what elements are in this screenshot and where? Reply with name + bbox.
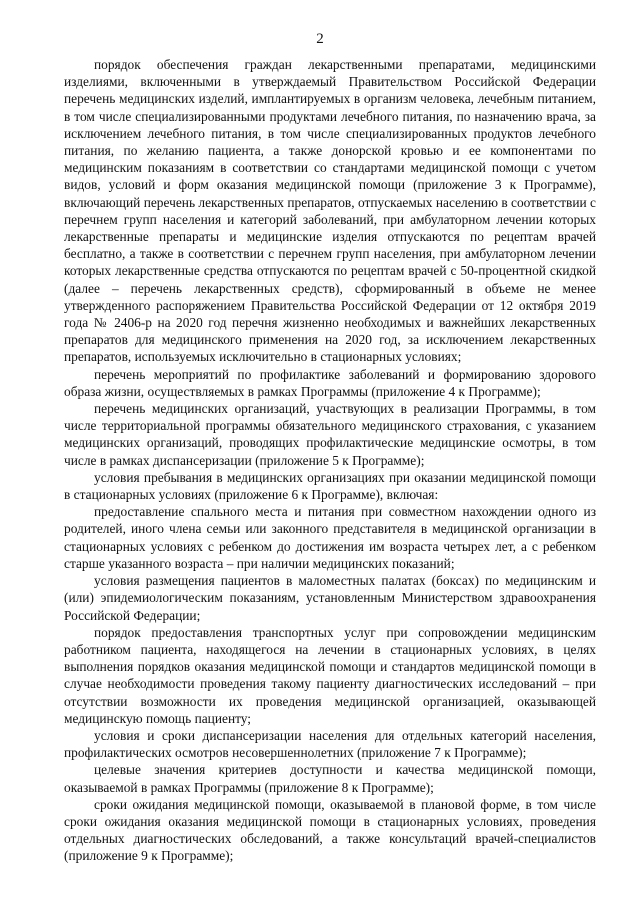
paragraph-parent-accommodation: предоставление спального места и питания при совместном нахождении одного из родителей, иного члена семьи или законного представителя в медицинской организации в стационарных условиях с ребенком до достижения им возраста четырех лет, а с ребенком старше указанного возраста – при наличии медицинских показаний; [64, 504, 596, 571]
paragraph-dispensarization-terms: условия и сроки диспансеризации населения для отдельных категорий населения, профилактических осмотров несовершеннолетних (приложение 7 к Программе); [64, 727, 596, 761]
paragraph-prevention-measures: перечень мероприятий по профилактике заболеваний и формированию здорового образа жизни, осуществляемых в рамках Программы (приложение 4 к Программе); [64, 366, 596, 399]
paragraph-quality-criteria: целевые значения критериев доступности и качества медицинской помощи, оказываемой в рамках Программы (приложение 8 к Программе); [64, 762, 596, 795]
paragraph-drug-provision-order: порядок обеспечения граждан лекарственными препаратами, медицинскими изделиями, включенными в утверждаемый Правительством Российской Федерации перечень медицинских изделий, имплантируемых в организм человека, лечебным питанием, в том числе специализированными продуктами лечебного питания, по назначению врача, за исключением лечебного питания, в том числе специализированных продуктов лечебного питания, по желанию пациента, а также донорской кровью и ее компонентами по медицинским показаниям в соответствии со стандартами медицинской помощи с учетом видов, условий и форм оказания медицинской помощи (приложение 3 к Программе), включающий перечень лекарственных препаратов, отпускаемых населению в соответствии с перечнем групп населения и категорий заболеваний, при амбулаторном лечении которых лекарственные препараты и медицинские изделия отпускаются по рецептам врачей бесплатно, а также в соответствии с перечнем групп населения, при амбулаторном лечении которых лекарственные средства отпускаются по рецептам врачей с 50-процентной скидкой (далее – перечень лекарственных средств), сформированный в объеме не менее утвержденного распоряжением Правительства Российской Федерации от 12 октября 2019 года № 2406-р на 2020 год перечня жизненно необходимых и важнейших лекарственных препаратов для медицинского применения на 2020 год, за исключением лекарственных препаратов, используемых исключительно в стационарных условиях; [64, 57, 596, 365]
paragraph-small-ward-placement: условия размещения пациентов в маломестных палатах (боксах) по медицинским и (или) эпидемиологическим показаниям, установленным Министерством здравоохранения Российской Федерации; [64, 573, 596, 623]
paragraph-medical-organizations-list: перечень медицинских организаций, участвующих в реализации Программы, в том числе территориальной программы обязательного медицинского страхования, с указанием медицинских организаций, проводящих профилактические медицинские осмотры, в том числе в рамках диспансеризации (приложение 5 к Программе); [64, 401, 596, 468]
page-number: 2 [316, 31, 324, 47]
document-body [64, 56, 596, 865]
paragraph-waiting-times: сроки ожидания медицинской помощи, оказываемой в плановой форме, в том числе сроки ожидания оказания медицинской помощи в стационарных условиях, проведения отдельных диагностических обследований, а также консультаций врачей-специалистов (приложение 9 к Программе); [64, 796, 596, 864]
paragraph-transport-services: порядок предоставления транспортных услуг при сопровождении медицинским работником пациента, находящегося на лечении в стационарных условиях, в целях выполнения порядков оказания медицинской помощи и стандартов медицинской помощи в случае необходимости проведения такому пациенту диагностических исследований – при отсутствии возможности их проведения медицинской организацией, оказывающей медицинскую помощь пациенту; [64, 624, 596, 726]
paragraph-inpatient-conditions: условия пребывания в медицинских организациях при оказании медицинской помощи в стационарных условиях (приложение 6 к Программе), включая: [64, 469, 596, 503]
